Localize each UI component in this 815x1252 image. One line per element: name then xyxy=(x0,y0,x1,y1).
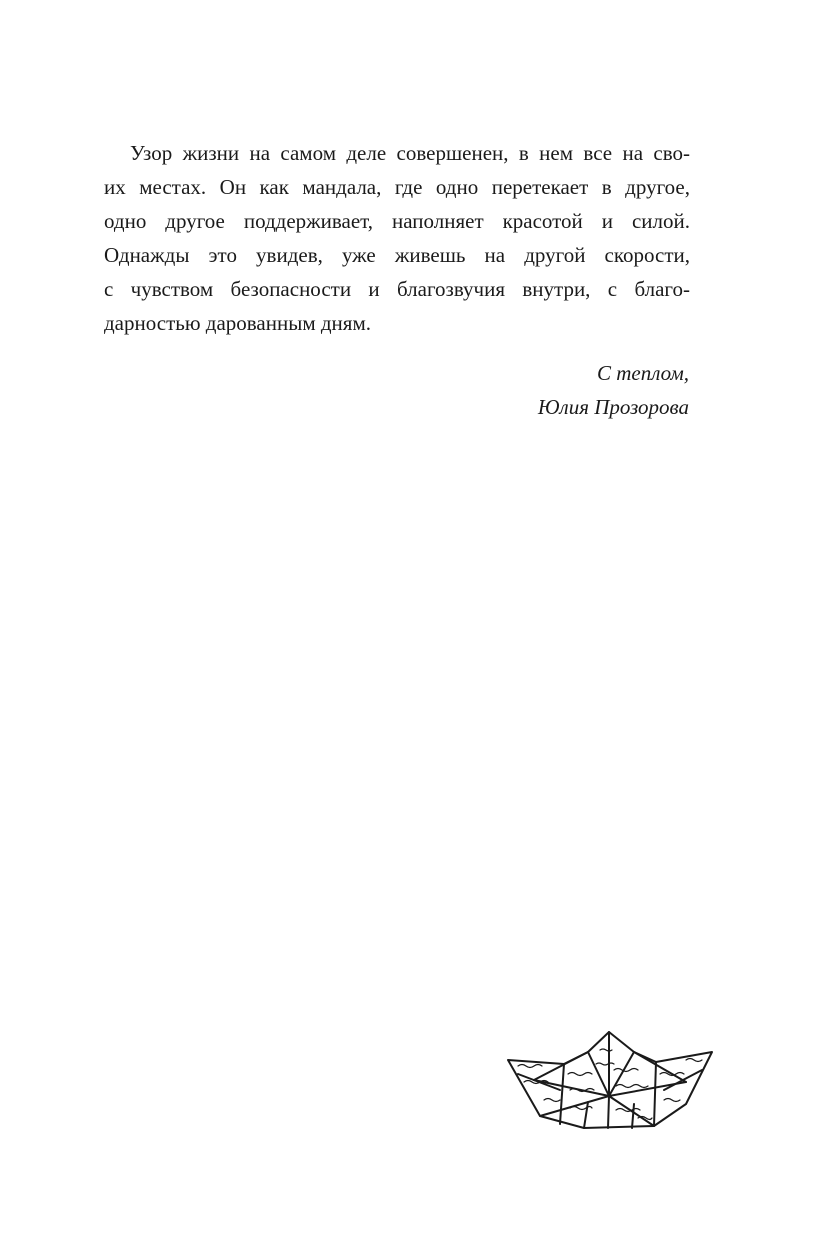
paragraph-line: Узор жизни на самом деле совершенен, в нем все на сво- xyxy=(130,141,690,165)
signature-author: Юлия Прозорова xyxy=(537,395,689,419)
paragraph-line: с чувством безопасности и благозвучия внутри, с благо- xyxy=(104,277,690,301)
paper-boat-icon xyxy=(504,1030,716,1130)
paragraph-line: Однажды это увидев, уже живешь на другой скорости, xyxy=(104,243,690,267)
signature-closing: С теплом, xyxy=(596,361,689,385)
signature xyxy=(538,356,689,424)
paragraph-line: одно другое поддерживает, наполняет красотой и силой. xyxy=(104,209,690,233)
main-paragraph xyxy=(104,136,690,340)
paragraph-line: дарностью дарованным дням. xyxy=(104,311,371,335)
paragraph-line: их местах. Он как мандала, где одно перетекает в другое, xyxy=(104,175,690,199)
